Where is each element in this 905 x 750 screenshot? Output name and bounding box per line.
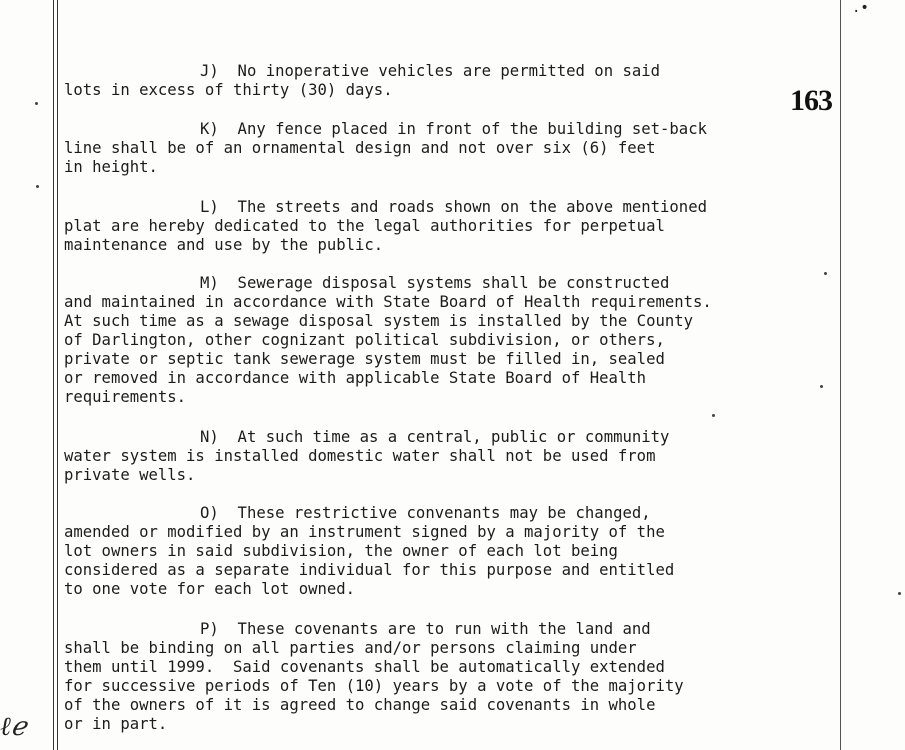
paragraph-k — [64, 120, 854, 177]
scan-speck — [35, 102, 38, 105]
paragraph-p — [64, 620, 854, 734]
paragraph-n — [64, 428, 854, 485]
paragraph-line: N) At such time as a central, public or community — [200, 428, 670, 446]
paragraph-line: requirements. — [64, 388, 187, 406]
paragraph-line: plat are hereby dedicated to the legal authorities for perpetual — [64, 217, 665, 235]
paragraph-o — [64, 504, 854, 599]
paragraph-line: or in part. — [64, 715, 168, 733]
paragraph-line: lots in excess of thirty (30) days. — [64, 81, 393, 99]
scan-speck — [820, 385, 823, 388]
paragraph-line: or removed in accordance with applicable State Board of Health — [64, 369, 647, 387]
paragraph-line: maintenance and use by the public. — [64, 236, 384, 254]
paragraph-line: private or septic tank sewerage system must be filled in, sealed — [64, 350, 665, 368]
paragraph-line: lot owners in said subdivision, the owner of each lot being — [64, 542, 618, 560]
paragraph-line: At such time as a sewage disposal system is installed by the County — [64, 312, 694, 330]
paragraph-line: shall be binding on all parties and/or persons claiming under — [64, 639, 637, 657]
paragraph-line: of Darlington, other cognizant political subdivision, or others, — [64, 331, 665, 349]
left-margin-rule — [53, 0, 54, 750]
paragraph-line: line shall be of an ornamental design and not over six (6) feet — [64, 139, 656, 157]
paragraph-line: and maintained in accordance with State Board of Health requirements. — [64, 293, 712, 311]
paragraph-line: O) These restrictive convenants may be changed, — [200, 504, 651, 522]
paragraph-line: them until 1999. Said covenants shall be automatically extended — [64, 658, 665, 676]
paragraph-line: M) Sewerage disposal systems shall be constructed — [200, 274, 670, 292]
paragraph-j — [64, 62, 854, 100]
paragraph-line: J) No inoperative vehicles are permitted on said — [200, 62, 661, 80]
scan-speck — [712, 414, 715, 417]
left-margin-rule-inner — [57, 0, 58, 750]
paragraph-line: private wells. — [64, 466, 196, 484]
paragraph-line: in height. — [64, 158, 158, 176]
paragraph-line: considered as a separate individual for this purpose and entitled — [64, 561, 675, 579]
paragraph-line: L) The streets and roads shown on the above mentioned — [200, 198, 707, 216]
paragraph-line: K) Any fence placed in front of the building set-back — [200, 120, 707, 138]
handwritten-initials: ℓℯ — [0, 712, 27, 742]
corner-mark: .• — [852, 0, 869, 16]
scan-speck — [898, 592, 901, 595]
paragraph-line: of the owners of it is agreed to change said covenants in whole — [64, 696, 656, 714]
paragraph-l — [64, 198, 854, 255]
scan-speck — [824, 272, 827, 275]
paragraph-line: amended or modified by an instrument signed by a majority of the — [64, 523, 665, 541]
paragraph-line: water system is installed domestic water shall not be used from — [64, 447, 656, 465]
paragraph-line: P) These covenants are to run with the land and — [200, 620, 651, 638]
page-number: 163 — [790, 84, 832, 117]
paragraph-line: for successive periods of Ten (10) years by a vote of the majority — [64, 677, 684, 695]
paragraph-m — [64, 274, 854, 407]
paragraph-line: to one vote for each lot owned. — [64, 580, 356, 598]
scan-speck — [36, 185, 39, 188]
